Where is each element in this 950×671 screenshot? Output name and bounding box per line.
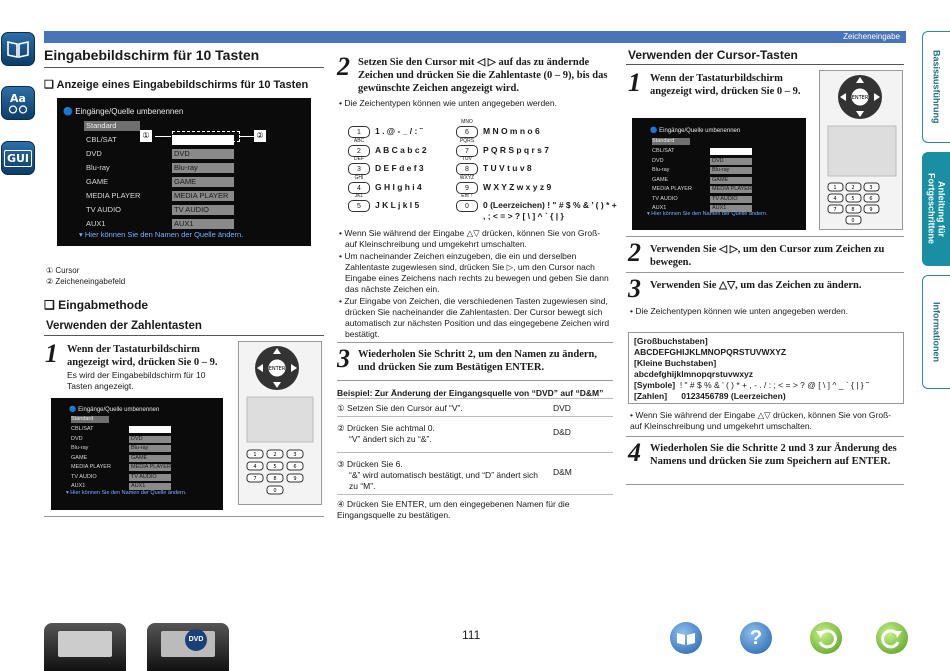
type-chars: ABCDEFGHIJKLMNOPQRSTUVWXYZ — [634, 347, 787, 357]
key-1: 1 — [348, 126, 370, 138]
key-8: 8 — [456, 163, 478, 175]
key-2: 2 — [348, 145, 370, 157]
divider — [44, 67, 324, 68]
step1-number: 1 — [45, 339, 58, 368]
section1-title-text: Anzeige eines Eingabebildschirms für 10 Tasten — [56, 79, 309, 91]
svg-text:9: 9 — [293, 476, 297, 482]
osd-standard: Standard — [84, 121, 140, 131]
osd-screen-large — [57, 98, 311, 246]
right-step2-number: 2 — [628, 238, 641, 267]
key-3: 3 — [348, 163, 370, 175]
osd-row-value — [710, 148, 752, 155]
key-chars: 1 . @ - _ / : ˜ — [375, 126, 423, 136]
tab-basisausfuehrung[interactable] — [922, 31, 950, 143]
osd-row-name: DVD — [71, 435, 83, 442]
svg-text:5: 5 — [273, 464, 277, 470]
example-row-text: ③ Drücken Sie 6. — [337, 459, 403, 469]
osd-row-value: DVD — [710, 158, 752, 165]
type-label: [Großbuchstaben] — [634, 336, 708, 346]
svg-text:7: 7 — [253, 476, 257, 482]
type-chars: ! " # $ % & ’ ( ) * + , - . / : ; < = > ? @ [ \ ] ^ _ ` { | } ˜ — [679, 380, 869, 390]
step3-title: Wiederholen Sie Schritt 2, um den Namen zu ändern, und drücken Sie zum Bestätigen ENTER. — [358, 349, 597, 373]
svg-text:7: 7 — [833, 207, 837, 213]
osd-row-name: CBL/SAT — [71, 426, 94, 432]
key-9: 9 — [456, 182, 478, 194]
type-label: [Symbole] — [634, 380, 676, 390]
osd-hint: ▾ Hier können Sie den Namen der Quelle ändern. — [66, 490, 187, 496]
tab-informationen[interactable] — [922, 275, 950, 389]
svg-text:ENTER: ENTER — [851, 95, 869, 101]
key-letters: PQRS — [459, 137, 475, 144]
type-chars: 0123456789 (Leerzeichen) — [681, 391, 786, 401]
right-bullet2-text: Wenn Sie während der Eingabe △▽ drücken, können Sie von Groß- auf Kleinschreibung und umgekehrt umschalten. — [630, 410, 892, 431]
device-dvd-thumbnail[interactable] — [147, 623, 229, 671]
key-char-table — [348, 119, 617, 226]
example-row-result: D&M — [553, 467, 572, 477]
example-row-text2: “&” wird automatisch bestätigt, und “D” ändert sich zu “M”. — [349, 470, 538, 491]
key-4: 4 — [348, 182, 370, 194]
osd-row-value: DVD — [129, 436, 171, 443]
example-row-result: D&D — [553, 427, 571, 437]
osd-row-name: GAME — [71, 454, 88, 461]
osd-row-name: MEDIA PLAYER — [71, 464, 111, 470]
right-title: Verwenden der Cursor-Tasten — [628, 48, 798, 62]
osd-row-value: MEDIA PLAYER — [131, 464, 171, 470]
svg-text:8: 8 — [851, 207, 855, 213]
tab-anleitung-fortgeschrittene[interactable] — [922, 152, 950, 266]
osd-row-value: GAME — [129, 455, 171, 462]
osd-row-name: TV AUDIO — [86, 205, 122, 214]
svg-text:4: 4 — [833, 196, 837, 202]
mid-bullet-text: Wenn Sie während der Eingabe △▽ drücken, können Sie von Groß- auf Kleinschreibung und umgekehrt umschalten. — [344, 228, 601, 249]
osd-row-value: Blu-ray — [129, 445, 171, 452]
osd-hint: ▾ Hier können Sie den Namen der Quelle ändern. — [79, 230, 244, 239]
legend-input-field: ② Zeicheneingabefeld — [46, 277, 126, 286]
key-letters: JKL — [354, 193, 364, 199]
osd-row-name: CBL/SAT — [652, 148, 675, 154]
key-chars: W X Y Z w x y z 9 — [483, 181, 552, 192]
right-step3-bullet: • Die Zeichentypen können wie unten angegeben werden. — [630, 306, 848, 316]
key-letters: MNO — [461, 119, 473, 125]
svg-text:1: 1 — [833, 185, 837, 191]
svg-text:5: 5 — [851, 196, 855, 202]
svg-text:1: 1 — [253, 452, 257, 458]
mid-bullet: • Zur Eingabe von Zeichen, die verschiedenen Tasten zugewiesen sind, drücken Sie nacheinander die Zahlentasten. Der Cursor bewegt sich automatisch zur nächsten Position und das eingegebene Zeichen wird bestätigt. — [339, 296, 610, 339]
osd-row-name: CBL/SAT — [86, 135, 117, 144]
remote-control-image — [819, 70, 903, 230]
osd-row-value: AUX1 — [710, 205, 752, 212]
help-icon[interactable]: ? — [740, 622, 772, 654]
osd-row-name: Blu-ray — [652, 167, 670, 173]
key-chars: 0 (Leerzeichen) ! " # $ % & ’ ( ) * + , ; < = > ? [ \ ] ^ ` { | } — [483, 200, 617, 221]
example-row-3 — [337, 452, 613, 494]
svg-text:6: 6 — [293, 464, 297, 470]
example-heading: Beispiel: Zur Änderung der Eingangsquelle von “DVD” auf “D&M” — [337, 388, 604, 398]
type-label: [Zahlen] — [634, 391, 668, 401]
type-label: [Kleine Buchstaben] — [634, 358, 717, 368]
text-size-icon[interactable] — [1, 86, 35, 120]
divider — [44, 335, 324, 336]
key-chars: P Q R S p q r s 7 — [483, 144, 549, 155]
example-row-text: ① Setzen Sie den Cursor auf “V”. — [337, 403, 463, 413]
mid-bullet-list — [339, 228, 613, 341]
header-bar — [44, 31, 906, 43]
key-letters: WXYZ — [459, 174, 475, 181]
tab-label: Informationen — [931, 302, 942, 362]
osd-hint-text: Hier können Sie den Namen der Quelle ändern. — [84, 230, 244, 239]
osd-row-value: DVD — [172, 149, 234, 159]
right-step3-number: 3 — [628, 274, 641, 303]
key-7: 7 — [456, 145, 478, 157]
example-row-result: DVD — [553, 403, 571, 413]
svg-text:3: 3 — [293, 452, 297, 458]
text-size-label: Aa — [10, 92, 26, 105]
step1-title: Wenn der Tastaturbildschirm angezeigt wird, drücken Sie 0 – 9. — [67, 344, 218, 368]
mid-bullet-text: Zur Eingabe von Zeichen, die verschiedenen Tasten zugewiesen sind, drücken Sie nacheinander die Zahlentasten. Der Cursor bewegt sich automatisch zur nächsten Position und das eingegebene Zeichen wird bestätigt. — [344, 296, 610, 339]
osd-title-text: Eingänge/Quelle umbenennen — [75, 107, 184, 116]
osd-row-value: AUX1 — [129, 483, 171, 490]
page-title: Eingabebildschirm für 10 Tasten — [44, 47, 260, 63]
osd-row-name: DVD — [86, 149, 102, 158]
osd-row-value: GAME — [710, 177, 752, 184]
svg-text:3: 3 — [869, 185, 873, 191]
key-chars: J K L j k l 5 — [375, 200, 420, 210]
example-row-1 — [337, 398, 613, 416]
key-chars: G H I g h i 4 — [375, 181, 422, 192]
section2-title-text: Eingabmethode — [58, 298, 149, 312]
step1-body: Es wird der Eingabebildschirm für 10 Tasten angezeigt. — [67, 370, 206, 391]
gui-label: GUI — [4, 150, 32, 167]
key-letters: TUV — [462, 156, 472, 162]
svg-text:0: 0 — [273, 488, 277, 494]
key-chars: M N O m n o 6 — [483, 126, 540, 136]
book-icon[interactable] — [1, 32, 35, 66]
key-6: 6 — [456, 126, 478, 138]
right-step4-number: 4 — [628, 438, 641, 467]
section1-title: ❑ Anzeige eines Eingabebildschirms für 10 Tasten — [44, 79, 309, 91]
right-step3-title: Verwenden Sie △▽, um das Zeichen zu ändern. — [650, 280, 862, 291]
osd-title: 🔵 Eingänge/Quelle umbenennen — [63, 107, 184, 116]
step3-number: 3 — [337, 344, 350, 373]
osd-hint: ▾ Hier können Sie den Namen der Quelle ändern. — [647, 211, 768, 217]
back-icon[interactable] — [810, 622, 842, 654]
osd-row-value: TV AUDIO — [129, 474, 171, 481]
osd-row-name: MEDIA PLAYER — [86, 191, 141, 200]
callout-2: ② — [254, 130, 266, 142]
gui-icon[interactable] — [1, 141, 35, 175]
callout-1: ① — [140, 130, 152, 142]
svg-text:ENTER: ENTER — [268, 366, 286, 372]
section2-title: ❑ Eingabmethode — [44, 298, 149, 312]
svg-text:6: 6 — [869, 196, 873, 202]
right-step4-title: Wiederholen Sie die Schritte 2 und 3 zur Änderung des Namens und drücken Sie zum Speichern auf ENTER. — [650, 443, 897, 467]
osd-title-text: Eingänge/Quelle umbenennen — [659, 128, 741, 134]
example-row-text: ② Drücken Sie achtmal 0. — [337, 423, 435, 433]
osd-row-value: TV AUDIO — [710, 196, 752, 203]
osd-hint-text: Hier können Sie den Namen der Quelle ändern. — [70, 490, 187, 496]
dvd-label: DVD — [185, 629, 207, 651]
key-5: 5 — [348, 200, 370, 212]
mid-bullet-text: Um nacheinander Zeichen einzugeben, die ein und derselben Zahlentaste zugewiesen sind, drücken Sie ▷, um den Cursor nach Eingabe eines Zeichens nach rechts zu bewegen und geben Sie dann das nächste Zeichen ein. — [344, 251, 609, 294]
osd-standard: Standard — [71, 416, 109, 423]
forward-icon[interactable] — [876, 622, 908, 654]
key-letters: GHI — [354, 174, 364, 181]
example-row-2 — [337, 416, 613, 452]
divider — [44, 516, 324, 517]
osd-row-value: MEDIA PLAYER — [172, 191, 234, 201]
osd-row-name: GAME — [86, 177, 109, 186]
osd-row-name: Blu-ray — [86, 163, 110, 172]
osd-row-name: TV AUDIO — [652, 195, 678, 202]
svg-text:2: 2 — [273, 452, 277, 458]
osd-row-name: Blu-ray — [71, 445, 89, 451]
step2-number: 2 — [337, 52, 350, 81]
key-letters: ABC — [353, 137, 365, 144]
osd-row-value: AUX1 — [172, 219, 234, 229]
osd-row-name: AUX1 — [86, 219, 106, 228]
svg-text:9: 9 — [869, 207, 873, 213]
char-types-box — [628, 332, 904, 404]
osd-screen-right — [632, 118, 806, 230]
svg-text:8: 8 — [273, 476, 277, 482]
divider — [337, 342, 613, 343]
key-letters: Ent ↑ — [461, 193, 473, 199]
divider — [626, 484, 904, 485]
osd-row-name: AUX1 — [652, 205, 667, 211]
mid-bullet: • Um nacheinander Zeichen einzugeben, die ein und derselben Zahlentaste zugewiesen sind, drücken Sie ▷, um den Cursor nach Eingabe eines Zeichens nach rechts zu bewegen und geben Sie dann das nächste Zeichen ein. — [339, 251, 609, 294]
right-step2-title: Verwenden Sie ◁ ▷, um den Cursor zum Zeichen zu bewegen. — [650, 244, 885, 268]
example-row-text: ④ Drücken Sie ENTER, um den eingegebenen Namen für die Eingangsquelle zu bestätigen. — [337, 499, 570, 520]
section2-subtitle: Verwenden der Zahlentasten — [46, 320, 202, 332]
osd-title: 🔵 Eingänge/Quelle umbenennen — [69, 407, 160, 413]
tab-label: Basisausführung — [931, 50, 942, 124]
key-chars: D E F d e f 3 — [375, 163, 424, 173]
mid-bullet: • Wenn Sie während der Eingabe △▽ drücken, können Sie von Groß- auf Kleinschreibung und umgekehrt umschalten. — [339, 228, 601, 249]
svg-text:0: 0 — [851, 218, 855, 224]
osd-screen-small — [51, 398, 223, 510]
right-bullet2: • Wenn Sie während der Eingabe △▽ drücken, können Sie von Groß- auf Kleinschreibung und umgekehrt umschalten. — [630, 410, 892, 431]
page-number: 111 — [462, 628, 481, 642]
type-chars: abcdefghijklmnopqrstuvwxyz — [634, 369, 754, 379]
key-chars: T U V t u v 8 — [483, 163, 532, 173]
osd-title: 🔵 Eingänge/Quelle umbenennen — [650, 128, 741, 134]
right-step1-title: Wenn der Tastaturbildschirm angezeigt wird, drücken Sie 0 – 9. — [650, 73, 801, 97]
osd-row-value: Blu-ray — [710, 167, 752, 174]
right-step3-bullet-text: Die Zeichentypen können wie unten angegeben werden. — [635, 306, 848, 316]
osd-row-value — [129, 426, 171, 433]
contents-icon[interactable] — [670, 622, 702, 654]
divider — [626, 64, 904, 65]
step2-bullet-text: Die Zeichentypen können wie unten angegeben werden. — [344, 98, 557, 108]
remote-control-image — [238, 341, 322, 505]
osd-row-name: DVD — [652, 157, 664, 164]
svg-text:2: 2 — [851, 185, 855, 191]
divider — [626, 436, 904, 437]
osd-row-name: AUX1 — [71, 483, 86, 489]
legend-cursor: ① Cursor — [46, 266, 80, 275]
key-0: 0 — [456, 200, 478, 212]
osd-standard: Standard — [652, 138, 690, 145]
osd-row-name: MEDIA PLAYER — [652, 186, 692, 192]
step2-bullet: • Die Zeichentypen können wie unten angegeben werden. — [339, 98, 557, 108]
tab-label: Anleitung für Fortgeschrittene — [926, 173, 947, 245]
osd-row-name: GAME — [652, 176, 669, 183]
osd-row-value: Blu-ray — [172, 163, 234, 173]
osd-row-name: TV AUDIO — [71, 473, 97, 480]
osd-hint-text: Hier können Sie den Namen der Quelle ändern. — [651, 211, 768, 217]
divider — [626, 236, 904, 237]
osd-row-value: MEDIA PLAYER — [712, 186, 752, 192]
svg-text:4: 4 — [253, 464, 257, 470]
section-label: Zeicheneingabe — [843, 32, 900, 41]
osd-row-value: TV AUDIO — [172, 205, 234, 215]
key-chars: A B C a b c 2 — [375, 144, 427, 155]
example-row-text2: “V” ändert sich zu “&”. — [349, 434, 432, 444]
osd-title-text: Eingänge/Quelle umbenennen — [78, 407, 160, 413]
step2-title: Setzen Sie den Cursor mit ◁ ▷ auf das zu ändernde Zeichen und drücken Sie die Zahlentaste (0 – 9), bis das gewünschte Zeichen angezeigt wird. — [358, 57, 608, 94]
divider — [626, 272, 904, 273]
key-letters: DEF — [354, 156, 364, 162]
device-thumbnail[interactable] — [44, 623, 126, 671]
right-step1-number: 1 — [628, 68, 641, 97]
osd-row-value: GAME — [172, 177, 234, 187]
example-row-4 — [337, 494, 613, 524]
divider — [337, 380, 613, 381]
